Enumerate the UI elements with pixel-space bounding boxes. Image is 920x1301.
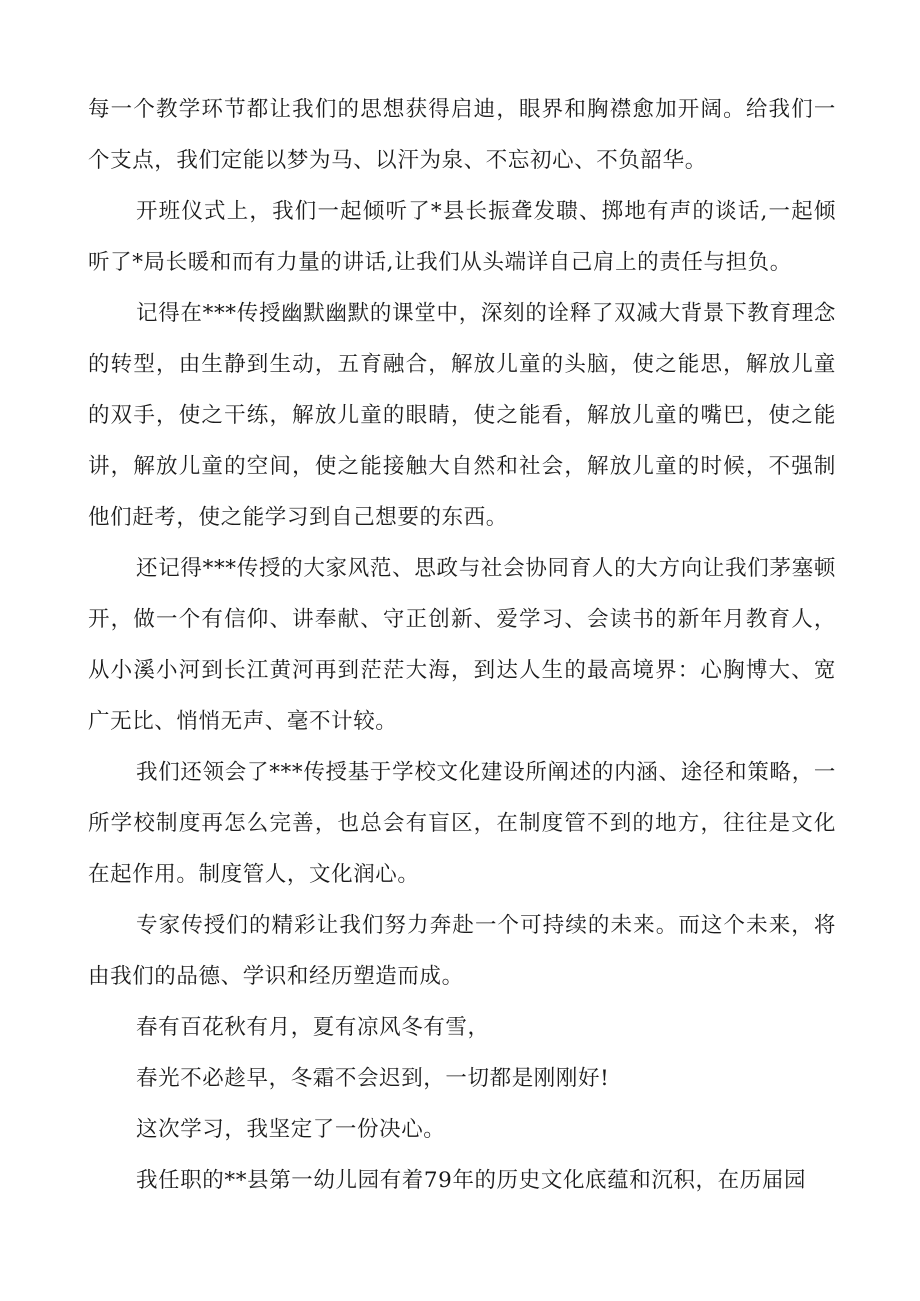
paragraph-6: 专家传授们的精彩让我们努力奔赴一个可持续的未来。而这个未来，将由我们的品德、学识和经历塑造而成。	[88, 913, 836, 989]
paragraph-1: 每一个教学环节都让我们的思想获得启迪，眼界和胸襟愈加开阔。给我们一个支点，我们定能以梦为马、以汗为泉、不忘初心、不负韶华。	[88, 97, 836, 173]
paragraph-4: 还记得***传授的大家风范、思政与社会协同育人的大方向让我们茅塞顿开，做一个有信仰、讲奉献、守正创新、爱学习、会读书的新年月教育人，从小溪小河到长江黄河再到茫茫大海，到达人生的最高境界：心胸博大、宽广无比、悄悄无声、毫不计较。	[88, 556, 836, 734]
paragraph-5: 我们还领会了***传授基于学校文化建设所阐述的内涵、途径和策略，一所学校制度再怎么完善，也总会有盲区，在制度管不到的地方，往往是文化在起作用。制度管人，文化润心。	[88, 760, 836, 887]
verse-line-1: 春有百花秋有月，夏有凉风冬有雪，	[136, 1015, 490, 1040]
paragraph-8: 我任职的**县第一幼儿园有着79年的历史文化底蕴和沉积，在历届园	[136, 1168, 807, 1193]
verse-line-2: 春光不必趁早，冬霜不会迟到，一切都是刚刚好!	[136, 1066, 610, 1091]
paragraph-7: 这次学习，我坚定了一份决心。	[136, 1117, 446, 1142]
document-body	[88, 84, 836, 1206]
paragraph-3: 记得在***传授幽默幽默的课堂中，深刻的诠释了双减大背景下教育理念的转型，由生静到生动，五育融合，解放儿童的头脑，使之能思，解放儿童的双手，使之干练，解放儿童的眼睛，使之能看，解放儿童的嘴巴，使之能讲，解放儿童的空间，使之能接触大自然和社会，解放儿童的时候，不强制他们赶考，使之能学习到自己想要的东西。	[88, 301, 836, 530]
paragraph-2: 开班仪式上，我们一起倾听了*县长振聋发聩、掷地有声的谈话,一起倾听了*局长暖和而有力量的讲话,让我们从头端详自己肩上的责任与担负。	[88, 199, 836, 275]
